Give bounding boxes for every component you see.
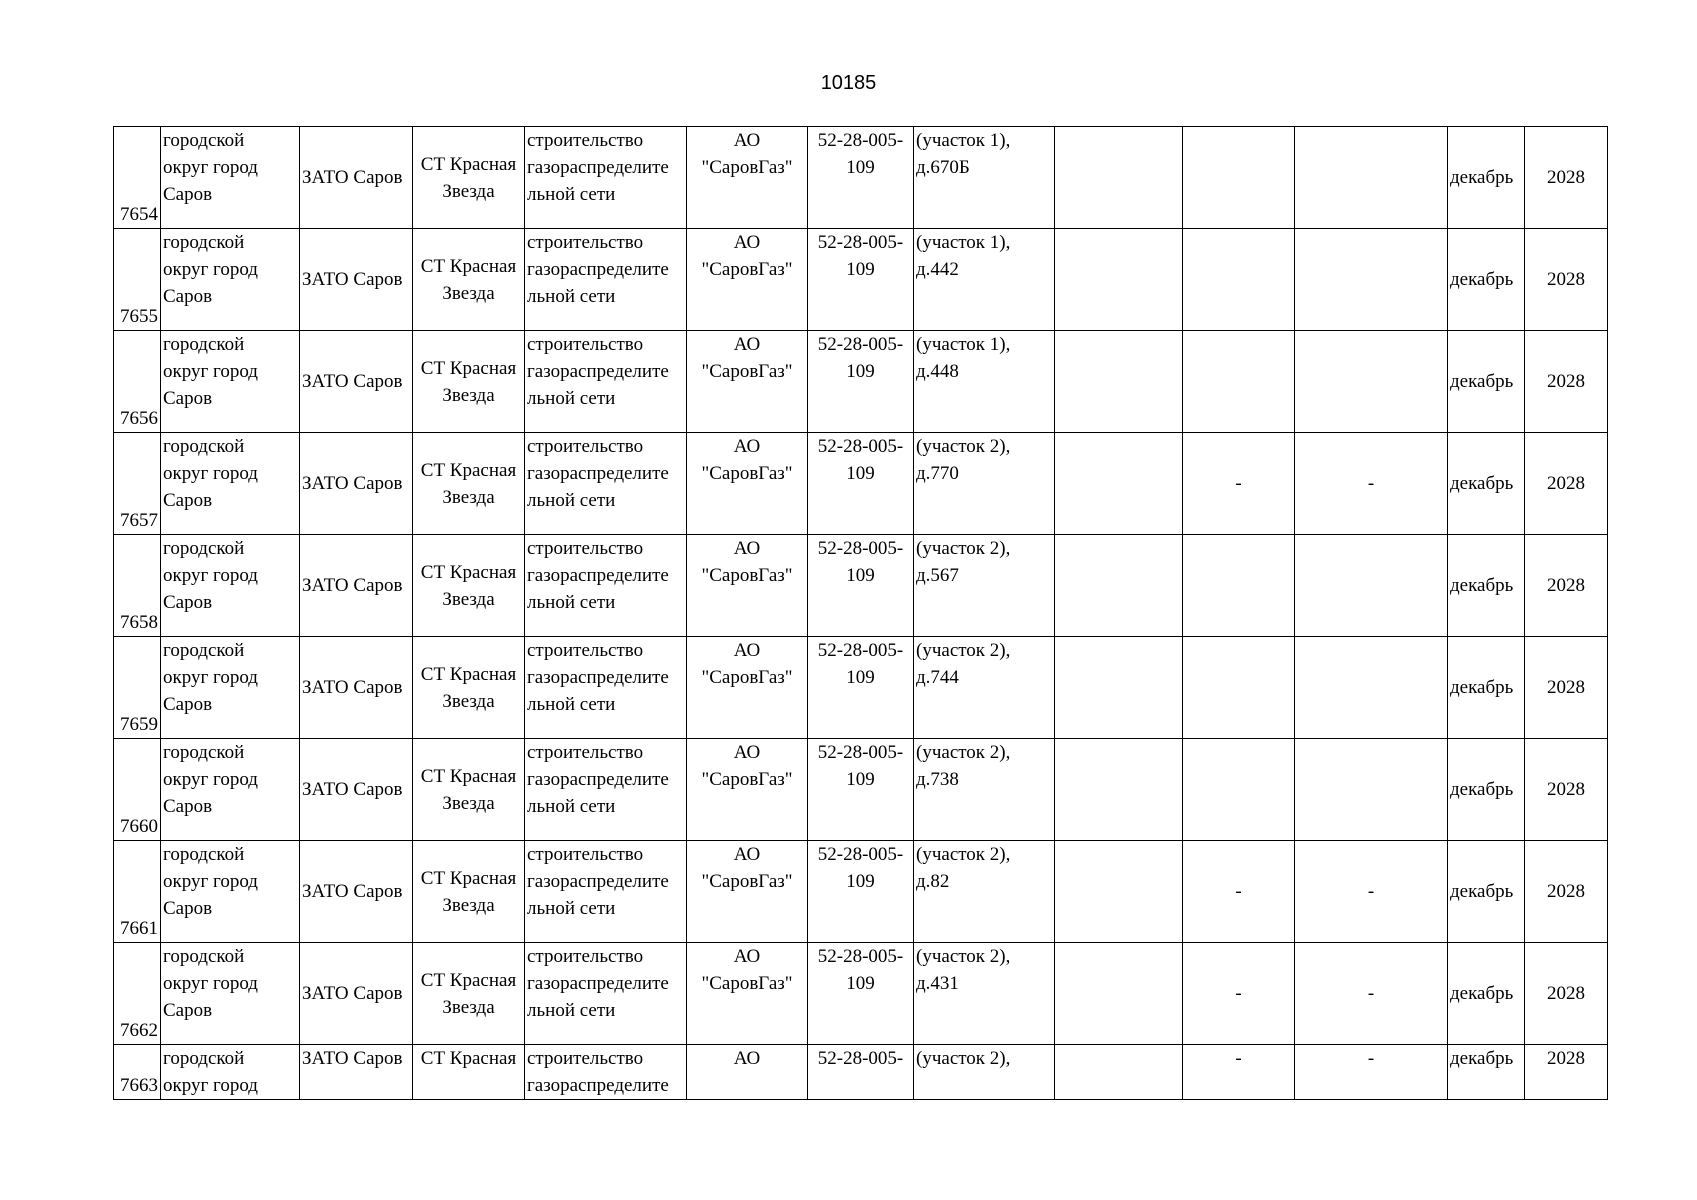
address-cell — [914, 433, 1055, 535]
address-cell-line: (участок 2), — [916, 1048, 1011, 1069]
organization-cell — [687, 331, 808, 433]
dash-cell-2 — [1295, 127, 1448, 229]
address-cell — [914, 841, 1055, 943]
dash-cell-1 — [1183, 637, 1295, 739]
district-cell-line: округ город — [163, 259, 258, 280]
month-cell: декабрь — [1448, 433, 1525, 535]
district-cell-line: округ город — [163, 871, 258, 892]
work-type-cell-line: строительство — [527, 436, 644, 457]
address-cell-line: (участок 2), — [916, 844, 1011, 865]
work-type-cell-line: льной сети — [527, 184, 616, 205]
table-row — [114, 331, 1608, 433]
district-cell-line: Саров — [163, 184, 213, 205]
empty-cell-1 — [1055, 229, 1183, 331]
year-cell: 2028 — [1525, 127, 1608, 229]
municipality-cell: ЗАТО Саров — [300, 637, 413, 739]
settlement-cell-line: СТ Красная — [420, 1048, 517, 1069]
work-type-cell-line: строительство — [527, 334, 644, 355]
address-cell-line: д.82 — [916, 871, 950, 892]
work-type-cell-line: строительство — [527, 232, 644, 253]
organization-cell-line: "СаровГаз" — [701, 769, 793, 790]
month-cell: декабрь — [1448, 331, 1525, 433]
address-cell-line: (участок 1), — [916, 232, 1011, 253]
cadastral-code-cell — [808, 739, 914, 841]
municipality-cell: ЗАТО Саров — [300, 331, 413, 433]
empty-cell-1 — [1055, 841, 1183, 943]
settlement-cell-line: Звезда — [442, 690, 495, 712]
cadastral-code-cell-line: 52-28-005- — [817, 130, 904, 151]
work-type-cell-line: газораспределите — [527, 667, 669, 688]
dash-cell-1: - — [1183, 943, 1295, 1045]
address-cell — [914, 229, 1055, 331]
empty-cell-1 — [1055, 637, 1183, 739]
settlement-cell-line: СТ Красная — [420, 357, 517, 379]
work-type-cell — [525, 739, 687, 841]
table-row — [114, 433, 1608, 535]
organization-cell — [687, 739, 808, 841]
work-type-cell — [525, 331, 687, 433]
district-cell-line: округ город — [163, 463, 258, 484]
address-cell-line: (участок 2), — [916, 946, 1011, 967]
organization-cell-line: АО — [733, 334, 761, 355]
year-cell: 2028 — [1525, 229, 1608, 331]
address-cell-line: д.770 — [916, 463, 959, 484]
settlement-cell-line: Звезда — [442, 486, 495, 508]
work-type-cell-line: строительство — [527, 130, 644, 151]
work-type-cell — [525, 433, 687, 535]
settlement-cell — [413, 229, 525, 331]
work-type-cell — [525, 535, 687, 637]
address-cell-line: д.442 — [916, 259, 959, 280]
district-cell-line: городской — [163, 538, 245, 559]
year-cell: 2028 — [1525, 841, 1608, 943]
district-cell — [161, 535, 300, 637]
work-type-cell-line: строительство — [527, 844, 644, 865]
work-type-cell-line: льной сети — [527, 796, 616, 817]
organization-cell-line: "СаровГаз" — [701, 565, 793, 586]
address-cell-line: д.670Б — [916, 157, 970, 178]
district-cell — [161, 841, 300, 943]
district-cell-line: округ город — [163, 361, 258, 382]
dash-cell-1 — [1183, 535, 1295, 637]
district-cell — [161, 943, 300, 1045]
district-cell-line: Саров — [163, 898, 213, 919]
dash-cell-2: - — [1295, 433, 1448, 535]
organization-cell-line: "СаровГаз" — [701, 973, 793, 994]
settlement-cell — [413, 943, 525, 1045]
district-cell-line: округ город — [163, 157, 258, 178]
year-cell: 2028 — [1525, 1045, 1608, 1100]
year-cell: 2028 — [1525, 433, 1608, 535]
work-type-cell-line: строительство — [527, 538, 644, 559]
settlement-cell-line: Звезда — [442, 792, 495, 814]
address-cell-line: (участок 2), — [916, 436, 1011, 457]
settlement-cell-line: Звезда — [442, 894, 495, 916]
district-cell-line: городской — [163, 334, 245, 355]
organization-cell-line: "СаровГаз" — [701, 871, 793, 892]
organization-cell-line: АО — [733, 538, 761, 559]
cadastral-code-cell-line: 109 — [846, 973, 875, 994]
cadastral-code-cell-line: 109 — [846, 259, 875, 280]
work-type-cell-line: газораспределите — [527, 463, 669, 484]
district-cell-line: городской — [163, 232, 245, 253]
table-row — [114, 1045, 1608, 1100]
organization-cell-line: АО — [733, 130, 761, 151]
table-row — [114, 127, 1608, 229]
cadastral-code-cell — [808, 331, 914, 433]
work-type-cell-line: газораспределите — [527, 1075, 669, 1096]
district-cell-line: округ город — [163, 973, 258, 994]
table-body — [114, 127, 1608, 1100]
work-type-cell-line: газораспределите — [527, 565, 669, 586]
work-type-cell-line: льной сети — [527, 490, 616, 511]
dash-cell-2: - — [1295, 943, 1448, 1045]
year-cell: 2028 — [1525, 331, 1608, 433]
data-table — [113, 126, 1608, 1100]
cadastral-code-cell-line: 109 — [846, 871, 875, 892]
month-cell: декабрь — [1448, 841, 1525, 943]
municipality-cell: ЗАТО Саров — [300, 739, 413, 841]
municipality-cell: ЗАТО Саров — [300, 127, 413, 229]
district-cell-line: городской — [163, 946, 245, 967]
settlement-cell-line: СТ Красная — [420, 765, 517, 787]
district-cell-line: Саров — [163, 592, 213, 613]
settlement-cell-line: Звезда — [442, 282, 495, 304]
address-cell-line: (участок 1), — [916, 130, 1011, 151]
settlement-cell-line: СТ Красная — [420, 867, 517, 889]
dash-cell-1: - — [1183, 1045, 1295, 1100]
organization-cell-line: "СаровГаз" — [701, 259, 793, 280]
empty-cell-1 — [1055, 127, 1183, 229]
settlement-cell-line: Звезда — [442, 996, 495, 1018]
work-type-cell — [525, 229, 687, 331]
address-cell — [914, 943, 1055, 1045]
settlement-cell-line: СТ Красная — [420, 255, 517, 277]
row-number: 7656 — [114, 331, 161, 433]
row-number: 7662 — [114, 943, 161, 1045]
district-cell — [161, 127, 300, 229]
organization-cell — [687, 229, 808, 331]
organization-cell-line: АО — [733, 844, 761, 865]
district-cell-line: Саров — [163, 694, 213, 715]
organization-cell-line: АО — [733, 946, 761, 967]
dash-cell-2 — [1295, 739, 1448, 841]
cadastral-code-cell — [808, 535, 914, 637]
year-cell: 2028 — [1525, 943, 1608, 1045]
address-cell-line: (участок 1), — [916, 334, 1011, 355]
address-cell — [914, 637, 1055, 739]
address-cell-line: д.448 — [916, 361, 959, 382]
settlement-cell — [413, 433, 525, 535]
dash-cell-2 — [1295, 331, 1448, 433]
district-cell — [161, 229, 300, 331]
cadastral-code-cell-line: 109 — [846, 463, 875, 484]
address-cell-line: д.431 — [916, 973, 959, 994]
district-cell-line: городской — [163, 640, 245, 661]
work-type-cell-line: льной сети — [527, 388, 616, 409]
work-type-cell-line: строительство — [527, 946, 644, 967]
organization-cell-line: АО — [733, 1048, 761, 1069]
settlement-cell-line: Звезда — [442, 384, 495, 406]
organization-cell-line: АО — [733, 232, 761, 253]
year-cell: 2028 — [1525, 637, 1608, 739]
settlement-cell — [413, 841, 525, 943]
district-cell — [161, 331, 300, 433]
empty-cell-1 — [1055, 331, 1183, 433]
dash-cell-2 — [1295, 229, 1448, 331]
work-type-cell-line: строительство — [527, 742, 644, 763]
cadastral-code-cell — [808, 433, 914, 535]
work-type-cell — [525, 943, 687, 1045]
work-type-cell-line: льной сети — [527, 898, 616, 919]
settlement-cell-line: СТ Красная — [420, 459, 517, 481]
district-cell — [161, 739, 300, 841]
district-cell-line: округ город — [163, 769, 258, 790]
municipality-cell: ЗАТО Саров — [300, 535, 413, 637]
table-row — [114, 535, 1608, 637]
municipality-cell: ЗАТО Саров — [300, 229, 413, 331]
district-cell-line: городской — [163, 844, 245, 865]
month-cell: декабрь — [1448, 637, 1525, 739]
dash-cell-2 — [1295, 637, 1448, 739]
work-type-cell — [525, 1045, 687, 1100]
cadastral-code-cell — [808, 637, 914, 739]
district-cell-line: Саров — [163, 490, 213, 511]
cadastral-code-cell-line: 52-28-005- — [817, 1048, 904, 1069]
organization-cell-line: АО — [733, 640, 761, 661]
work-type-cell — [525, 841, 687, 943]
organization-cell-line: "СаровГаз" — [701, 667, 793, 688]
district-cell-line: городской — [163, 1048, 245, 1069]
dash-cell-2: - — [1295, 1045, 1448, 1100]
dash-cell-1 — [1183, 229, 1295, 331]
settlement-cell — [413, 331, 525, 433]
organization-cell — [687, 841, 808, 943]
empty-cell-1 — [1055, 943, 1183, 1045]
address-cell-line: (участок 2), — [916, 538, 1011, 559]
table-row — [114, 943, 1608, 1045]
work-type-cell-line: льной сети — [527, 592, 616, 613]
work-type-cell-line: газораспределите — [527, 361, 669, 382]
settlement-cell-line: Звезда — [442, 180, 495, 202]
cadastral-code-cell-line: 109 — [846, 769, 875, 790]
settlement-cell-line: СТ Красная — [420, 561, 517, 583]
district-cell-line: Саров — [163, 1000, 213, 1021]
cadastral-code-cell-line: 52-28-005- — [817, 742, 904, 763]
work-type-cell-line: льной сети — [527, 694, 616, 715]
district-cell — [161, 433, 300, 535]
month-cell: декабрь — [1448, 535, 1525, 637]
table-row — [114, 841, 1608, 943]
work-type-cell-line: льной сети — [527, 286, 616, 307]
district-cell — [161, 1045, 300, 1100]
empty-cell-1 — [1055, 535, 1183, 637]
organization-cell-line: "СаровГаз" — [701, 361, 793, 382]
municipality-cell: ЗАТО Саров — [300, 841, 413, 943]
empty-cell-1 — [1055, 739, 1183, 841]
organization-cell — [687, 433, 808, 535]
dash-cell-1 — [1183, 331, 1295, 433]
work-type-cell-line: строительство — [527, 1048, 644, 1069]
month-cell: декабрь — [1448, 1045, 1525, 1100]
dash-cell-1 — [1183, 127, 1295, 229]
work-type-cell-line: газораспределите — [527, 157, 669, 178]
row-number: 7657 — [114, 433, 161, 535]
table-row — [114, 229, 1608, 331]
district-cell — [161, 637, 300, 739]
organization-cell-line: АО — [733, 742, 761, 763]
organization-cell — [687, 1045, 808, 1100]
dash-cell-1 — [1183, 739, 1295, 841]
work-type-cell-line: газораспределите — [527, 973, 669, 994]
district-cell-line: городской — [163, 436, 245, 457]
empty-cell-1 — [1055, 433, 1183, 535]
table-row — [114, 739, 1608, 841]
work-type-cell — [525, 637, 687, 739]
settlement-cell-line: СТ Красная — [420, 153, 517, 175]
address-cell — [914, 739, 1055, 841]
district-cell-line: округ город — [163, 565, 258, 586]
cadastral-code-cell-line: 52-28-005- — [817, 946, 904, 967]
settlement-cell — [413, 739, 525, 841]
row-number: 7659 — [114, 637, 161, 739]
cadastral-code-cell — [808, 1045, 914, 1100]
address-cell-line: д.744 — [916, 667, 959, 688]
cadastral-code-cell — [808, 127, 914, 229]
work-type-cell-line: льной сети — [527, 1000, 616, 1021]
dash-cell-1: - — [1183, 841, 1295, 943]
organization-cell — [687, 535, 808, 637]
cadastral-code-cell-line: 52-28-005- — [817, 334, 904, 355]
address-cell-line: д.738 — [916, 769, 959, 790]
district-cell-line: городской — [163, 742, 245, 763]
month-cell: декабрь — [1448, 739, 1525, 841]
settlement-cell-line: СТ Красная — [420, 663, 517, 685]
organization-cell — [687, 127, 808, 229]
settlement-cell — [413, 535, 525, 637]
municipality-cell: ЗАТО Саров — [300, 433, 413, 535]
work-type-cell-line: газораспределите — [527, 769, 669, 790]
cadastral-code-cell-line: 109 — [846, 157, 875, 178]
settlement-cell — [413, 1045, 525, 1100]
cadastral-code-cell-line: 109 — [846, 565, 875, 586]
settlement-cell-line: Звезда — [442, 588, 495, 610]
row-number: 7654 — [114, 127, 161, 229]
district-cell-line: округ город — [163, 667, 258, 688]
work-type-cell-line: газораспределите — [527, 871, 669, 892]
page-number: 10185 — [820, 72, 877, 94]
settlement-cell-line: СТ Красная — [420, 969, 517, 991]
cadastral-code-cell — [808, 841, 914, 943]
address-cell-line: д.567 — [916, 565, 959, 586]
settlement-cell — [413, 127, 525, 229]
address-cell-line: (участок 2), — [916, 640, 1011, 661]
district-cell-line: городской — [163, 130, 245, 151]
work-type-cell-line: газораспределите — [527, 259, 669, 280]
month-cell: декабрь — [1448, 127, 1525, 229]
empty-cell-1 — [1055, 1045, 1183, 1100]
dash-cell-1: - — [1183, 433, 1295, 535]
organization-cell — [687, 637, 808, 739]
address-cell — [914, 127, 1055, 229]
address-cell — [914, 331, 1055, 433]
month-cell: декабрь — [1448, 943, 1525, 1045]
cadastral-code-cell-line: 109 — [846, 667, 875, 688]
cadastral-code-cell-line: 52-28-005- — [817, 436, 904, 457]
year-cell: 2028 — [1525, 535, 1608, 637]
dash-cell-2: - — [1295, 841, 1448, 943]
address-cell — [914, 535, 1055, 637]
organization-cell-line: "СаровГаз" — [701, 463, 793, 484]
cadastral-code-cell-line: 52-28-005- — [817, 538, 904, 559]
cadastral-code-cell-line: 52-28-005- — [817, 640, 904, 661]
municipality-cell: ЗАТО Саров — [300, 1045, 413, 1100]
row-number: 7661 — [114, 841, 161, 943]
row-number: 7655 — [114, 229, 161, 331]
work-type-cell — [525, 127, 687, 229]
row-number: 7663 — [114, 1045, 161, 1100]
address-cell-line: (участок 2), — [916, 742, 1011, 763]
year-cell: 2028 — [1525, 739, 1608, 841]
municipality-cell: ЗАТО Саров — [300, 943, 413, 1045]
cadastral-code-cell-line: 52-28-005- — [817, 844, 904, 865]
district-cell-line: округ город — [163, 1075, 258, 1096]
cadastral-code-cell-line: 52-28-005- — [817, 232, 904, 253]
address-cell — [914, 1045, 1055, 1100]
cadastral-code-cell — [808, 943, 914, 1045]
month-cell: декабрь — [1448, 229, 1525, 331]
table-row — [114, 637, 1608, 739]
district-cell-line: Саров — [163, 286, 213, 307]
row-number: 7658 — [114, 535, 161, 637]
district-cell-line: Саров — [163, 388, 213, 409]
organization-cell — [687, 943, 808, 1045]
settlement-cell — [413, 637, 525, 739]
cadastral-code-cell — [808, 229, 914, 331]
dash-cell-2 — [1295, 535, 1448, 637]
organization-cell-line: "СаровГаз" — [701, 157, 793, 178]
cadastral-code-cell-line: 109 — [846, 361, 875, 382]
row-number: 7660 — [114, 739, 161, 841]
work-type-cell-line: строительство — [527, 640, 644, 661]
district-cell-line: Саров — [163, 796, 213, 817]
organization-cell-line: АО — [733, 436, 761, 457]
